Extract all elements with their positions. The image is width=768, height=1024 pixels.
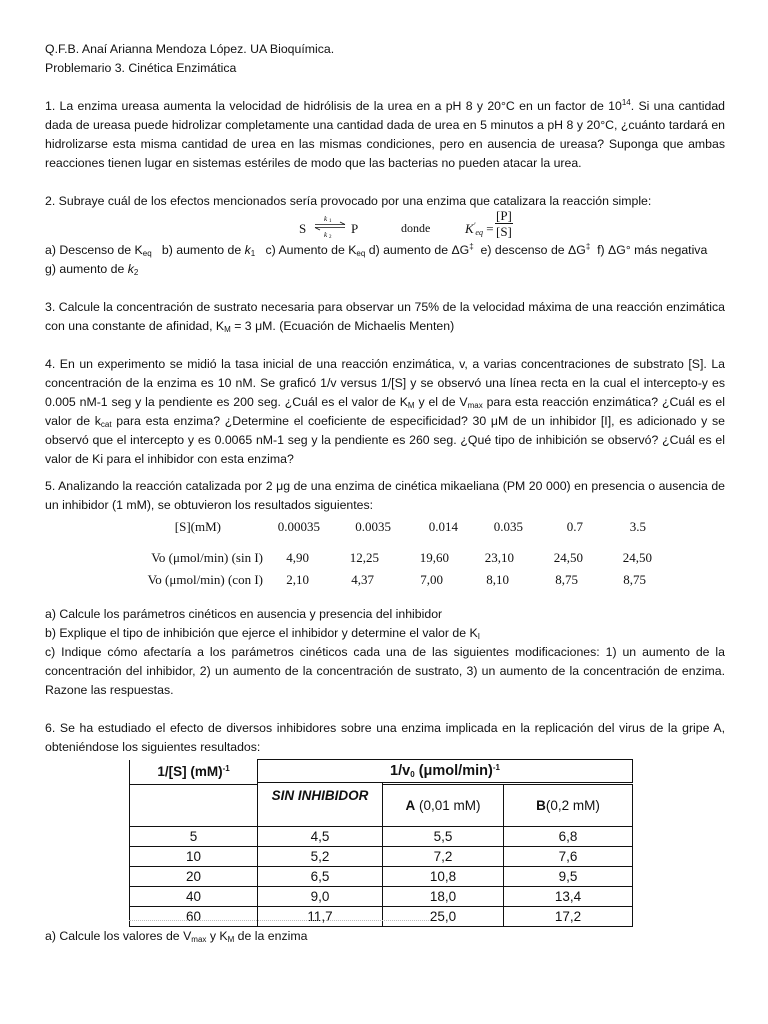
table-row: 10 5,2 7,2 7,6	[130, 847, 633, 867]
question-5-c: c) Indique cómo afectaría a los parámetros cinéticos cada una de las siguientes modificaciones: 1) un aumento de la concentración del inhibidor, 2) un aumento de la concentración de sustrato, 3) un aumento de la concentración de enzima. Razone las respuestas.	[45, 645, 725, 697]
keq-symbol: $K'_{eq}$ =	[465, 221, 494, 237]
kinetics-table	[45, 515, 725, 605]
option-f: f) ΔG° más negativa	[597, 243, 708, 257]
option-a: a) Descenso de $K_{eq}$	[45, 243, 152, 258]
col-header-inhibitor-a: A (0,01 mM)	[383, 785, 504, 827]
question-4: 4. En un experimento se midió la tasa inicial de una reacción enzimática, v, a varias concentraciones de substrato [S]. La concentración de la enzima es 10 nM. Se graficó 1/v versus 1/[S] y se observó una línea recta en la cual el intercepto-y es 0.005 nM-1 seg y la pendiente es 200 seg. ¿Cuál es el valor de $K_M$ y el de $V_{max}$ para esta reacción enzimática? ¿Cuál es el valor de $k_{cat}$ para esta enzima? ¿Determine el coeficiente de especificidad? 30 μM de un inhibidor [I], es adicionado y se observó que el intercepto y es 0.0065 nM-1 seg y la pendiente es 260 seg. ¿Qué tipo de inhibición se observó? ¿Cuál es el valor de Ki para el inhibidor con esta enzima?	[45, 357, 726, 466]
option-g: g) aumento de $k_2$	[45, 262, 139, 277]
question-3: 3. Calcule la concentración de sustrato necesaria para observar un 75% de la velocidad máxima de una reacción enzimática con una constante de afinidad, $K_M = 3$ μM. (Ecuación de Michaelis Menten)	[45, 300, 725, 334]
option-c: c) Aumento de $K_{eq}$	[265, 243, 366, 258]
inhibitor-table-container	[45, 759, 725, 927]
option-b: b) aumento de $k_1$	[161, 243, 256, 258]
table-caption-remnant	[129, 920, 429, 925]
question-5: 5. Analizando la reacción catalizada por 2 μg de una enzima de cinética mikaeliana (PM 20 000) en presencia o ausencia de un inhibidor (1 mM), se obtuvieron los resultados siguientes:	[45, 479, 725, 512]
table-row: 5 4,5 5,5 6,8	[130, 827, 633, 847]
col-header-sin-inhibidor: SIN INHIBIDOR	[258, 783, 383, 827]
table-row-substrate: [S](mM) 0.00035 0.0035 0.014 0.035 0.7 3.5	[174, 519, 646, 534]
option-d: d) aumento de ΔG‡	[368, 242, 474, 257]
reaction-equation: S k 1 k 2 P donde $K'_{eq}$ = $\frac{[P]}{[S]}$	[299, 208, 512, 239]
table-row: 20 6,5 10,8 9,5	[130, 867, 633, 887]
question-5-a: a) Calcule los parámetros cinéticos en ausencia y presencia del inhibidor	[45, 607, 443, 621]
table-row: 60 11,7 25,0 17,2	[130, 907, 633, 927]
question-6-a: a) Calcule los valores de $V_{max}$ y $K_M$ de la enzima	[45, 929, 308, 944]
question-2: 2. Subraye cuál de los efectos mencionados sería provocado por una enzima que catalizara la reacción simple:	[45, 194, 652, 208]
svg-text:k: k	[324, 215, 328, 223]
question-2-options	[45, 241, 725, 279]
svg-text:2: 2	[329, 235, 332, 239]
question-5-b: b) Explique el tipo de inhibición que ejerce el inhibidor y determine el valor de $K_I$	[45, 626, 480, 641]
col-header-inverse-substrate: 1/[S] (mM)$^{-1}$	[130, 760, 258, 785]
option-e: e) descenso de ΔG‡	[480, 242, 591, 257]
document-title: Problemario 3. Cinética Enzimática	[45, 61, 237, 75]
table-row-sin-inhibidor: Vo (μmol/min) (sin I) 4,90 12,25 19,60 23,10 24,50 24,50	[151, 550, 652, 565]
table-row-con-inhibidor: Vo (μmol/min) (con I) 2,10 4,37 7,00 8,10 8,75 8,75	[147, 572, 646, 587]
document-page	[45, 40, 725, 946]
header-inverse-velocity: $1/v_0$ $(\mu mol/\min)^{-1}$	[258, 760, 633, 783]
author-line: Q.F.B. Anaí Arianna Mendoza López. UA Bioquímica.	[45, 42, 335, 56]
keq-fraction: $\frac{[P]}{[S]}$	[496, 208, 512, 239]
equilibrium-arrows-icon	[313, 213, 347, 239]
question-6: 6. Se ha estudiado el efecto de diversos inhibidores sobre una enzima implicada en la replicación del virus de la gripe A, obteniéndose los siguientes resultados:	[45, 721, 725, 754]
svg-text:1: 1	[329, 219, 332, 224]
question-1: 1. La enzima ureasa aumenta la velocidad de hidrólisis de la urea en a pH 8 y 20°C en un factor de $10^{14}$. Si una cantidad dada de ureasa puede hidrolizar completamente una cantidad dada de urea en 5 minutos a pH 8 y 20°C, ¿cuánto tardará en hidrolizarse esta misma cantidad de urea en las mismas condiciones, pero en ausencia de ureasa? Suponga que ambas reacciones tienen lugar en sistemas estériles de modo que las bacterias no pueden atacar la urea.	[45, 98, 725, 170]
svg-text:k: k	[324, 231, 328, 239]
inhibitor-table	[129, 759, 633, 927]
col-header-inhibitor-b: B(0,2 mM)	[504, 785, 633, 827]
table-row: 40 9,0 18,0 13,4	[130, 887, 633, 907]
